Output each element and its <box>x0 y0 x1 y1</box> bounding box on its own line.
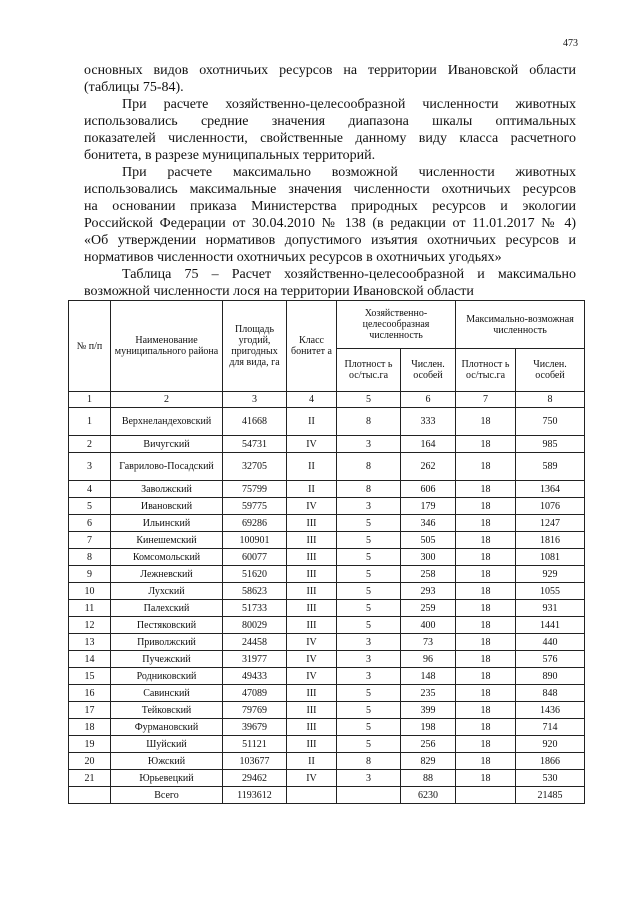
table-cell: 333 <box>401 408 456 436</box>
table-cell: 8 <box>337 453 401 481</box>
table-cell: 1866 <box>516 753 585 770</box>
table-cell: 5 <box>337 685 401 702</box>
total-row <box>69 787 585 804</box>
text-line: использовались максимальные значения численности охотничьих ресурсов <box>84 182 576 197</box>
text-line: возможной численности лося на территории Ивановской области <box>84 284 474 299</box>
table-cell: 8 <box>337 753 401 770</box>
table-cell: 10 <box>69 583 111 600</box>
table-cell: 18 <box>456 600 516 617</box>
table-cell: 69286 <box>223 515 287 532</box>
table-cell: 15 <box>69 668 111 685</box>
table-cell: 848 <box>516 685 585 702</box>
table-cell: Заволжский <box>111 481 223 498</box>
table-cell: III <box>287 617 337 634</box>
header-num: № п/п <box>69 301 111 392</box>
table-cell: 1081 <box>516 549 585 566</box>
table-cell: 985 <box>516 436 585 453</box>
table-cell: 51733 <box>223 600 287 617</box>
table-cell: Фурмановский <box>111 719 223 736</box>
table-cell: III <box>287 736 337 753</box>
table-row <box>69 436 585 453</box>
table-cell: IV <box>287 498 337 515</box>
table-cell: 73 <box>401 634 456 651</box>
table-cell: 21 <box>69 770 111 787</box>
table-cell: 12 <box>69 617 111 634</box>
text-line: При расчете хозяйственно-целесообразной численности животных <box>122 97 576 112</box>
table-row <box>69 770 585 787</box>
table-cell: Ильинский <box>111 515 223 532</box>
header-maximum: Максимально-возможная численность <box>456 301 585 349</box>
table-row <box>69 583 585 600</box>
table-cell: 5 <box>337 600 401 617</box>
table-cell: III <box>287 549 337 566</box>
table-cell: 29462 <box>223 770 287 787</box>
table-cell: III <box>287 600 337 617</box>
table-cell: 890 <box>516 668 585 685</box>
table-cell: 714 <box>516 719 585 736</box>
text-line: При расчете максимально возможной численности животных <box>122 165 576 180</box>
table-cell: II <box>287 753 337 770</box>
table-row <box>69 702 585 719</box>
table-cell: 931 <box>516 600 585 617</box>
table-cell: Савинский <box>111 685 223 702</box>
table-cell: IV <box>287 770 337 787</box>
table-cell: 5 <box>337 566 401 583</box>
table-cell: 47089 <box>223 685 287 702</box>
table-cell: Лухский <box>111 583 223 600</box>
table-cell: Пучежский <box>111 651 223 668</box>
table-cell: 1364 <box>516 481 585 498</box>
table-cell: 530 <box>516 770 585 787</box>
total-label: Всего <box>111 787 223 804</box>
table-cell: 5 <box>337 583 401 600</box>
table-cell: IV <box>287 634 337 651</box>
table-cell: III <box>287 719 337 736</box>
table-cell: Вичугский <box>111 436 223 453</box>
table-cell: III <box>287 583 337 600</box>
table-cell: 103677 <box>223 753 287 770</box>
table-cell: 18 <box>456 453 516 481</box>
table-cell <box>337 787 401 804</box>
table-row <box>69 651 585 668</box>
table-row <box>69 736 585 753</box>
table-cell: 5 <box>337 736 401 753</box>
table-row <box>69 408 585 436</box>
table-cell: 18 <box>456 736 516 753</box>
header-economic-density: Плотност ь ос/тыс.га <box>337 349 401 392</box>
table-cell: 5 <box>337 719 401 736</box>
page-number: 473 <box>563 38 578 49</box>
table-cell: Кинешемский <box>111 532 223 549</box>
table-cell: 5 <box>337 515 401 532</box>
table-row <box>69 753 585 770</box>
table-cell: 1247 <box>516 515 585 532</box>
table-cell: 96 <box>401 651 456 668</box>
paragraph-economic-method <box>84 96 576 164</box>
header-maximum-count: Числен. особей <box>516 349 585 392</box>
table-cell: 589 <box>516 453 585 481</box>
table-cell: 256 <box>401 736 456 753</box>
table-cell: 18 <box>456 549 516 566</box>
total-maximum-count: 21485 <box>516 787 585 804</box>
table-cell: 606 <box>401 481 456 498</box>
table-cell: 2 <box>111 392 223 408</box>
table-caption <box>84 266 576 300</box>
table-cell: 3 <box>337 436 401 453</box>
table-cell: 8 <box>69 549 111 566</box>
table-cell: 18 <box>456 498 516 515</box>
table-cell: 18 <box>456 651 516 668</box>
table-row <box>69 515 585 532</box>
table-cell: 829 <box>401 753 456 770</box>
table-cell <box>287 787 337 804</box>
table-cell: 5 <box>337 549 401 566</box>
text-line: бонитета, в разрезе муниципальных территорий. <box>84 148 376 163</box>
table-cell: 18 <box>456 481 516 498</box>
header-bonitet: Класс бонитет а <box>287 301 337 392</box>
table-cell: 262 <box>401 453 456 481</box>
table-cell: 148 <box>401 668 456 685</box>
table-cell: 18 <box>69 719 111 736</box>
table-cell: 235 <box>401 685 456 702</box>
table-cell: IV <box>287 651 337 668</box>
table-cell: Гаврилово-Посадский <box>111 453 223 481</box>
table-cell: 39679 <box>223 719 287 736</box>
table-cell: 576 <box>516 651 585 668</box>
table-cell: III <box>287 685 337 702</box>
table-cell: Ивановский <box>111 498 223 515</box>
table-cell: Верхнеландеховский <box>111 408 223 436</box>
table-cell: 3 <box>337 498 401 515</box>
table-cell: Юрьевецкий <box>111 770 223 787</box>
header-economic-count: Числен. особей <box>401 349 456 392</box>
table-cell: 3 <box>69 453 111 481</box>
table-row <box>69 532 585 549</box>
table-cell: 8 <box>337 481 401 498</box>
table-cell: 1055 <box>516 583 585 600</box>
text-line: показателей численности, свойственные данному виду класса расчетного <box>84 131 576 146</box>
table-row <box>69 453 585 481</box>
table-cell: II <box>287 453 337 481</box>
table-cell: II <box>287 408 337 436</box>
header-district: Наименование муниципального района <box>111 301 223 392</box>
table-row <box>69 634 585 651</box>
text-line: на основании приказа Министерства природных ресурсов и экологии <box>84 199 576 214</box>
table-cell: 6 <box>401 392 456 408</box>
text-line: Таблица 75 – Расчет хозяйственно-целесообразной и максимально <box>122 267 576 282</box>
table-cell: 3 <box>337 668 401 685</box>
table-cell: 7 <box>69 532 111 549</box>
table-cell: 18 <box>456 408 516 436</box>
table-cell: 31977 <box>223 651 287 668</box>
table-cell: IV <box>287 668 337 685</box>
table-cell: 17 <box>69 702 111 719</box>
table-cell: 5 <box>337 532 401 549</box>
table-cell: 51121 <box>223 736 287 753</box>
table-cell: 4 <box>69 481 111 498</box>
table-cell: 929 <box>516 566 585 583</box>
table-cell: 179 <box>401 498 456 515</box>
table-cell: Палехский <box>111 600 223 617</box>
table-cell: 18 <box>456 668 516 685</box>
table-cell: 18 <box>456 702 516 719</box>
table-cell: 258 <box>401 566 456 583</box>
table-cell: 1441 <box>516 617 585 634</box>
table-cell: 4 <box>287 392 337 408</box>
table-row <box>69 566 585 583</box>
text-line: нормативов численности охотничьих ресурсов в охотничьих угодьях» <box>84 250 502 265</box>
table-cell: 440 <box>516 634 585 651</box>
table-cell: 2 <box>69 436 111 453</box>
table-cell: III <box>287 702 337 719</box>
text-line: использовались средние значения диапазона шкалы оптимальных <box>84 114 576 129</box>
table-row <box>69 685 585 702</box>
column-index-row <box>69 392 585 408</box>
table-cell: 18 <box>456 719 516 736</box>
table-cell: 293 <box>401 583 456 600</box>
table-row <box>69 498 585 515</box>
table-cell: IV <box>287 436 337 453</box>
table-row <box>69 481 585 498</box>
table-cell: Комсомольский <box>111 549 223 566</box>
header-economic: Хозяйственно-целесообразная численность <box>337 301 456 349</box>
table-cell: 164 <box>401 436 456 453</box>
table-cell: 51620 <box>223 566 287 583</box>
table-cell: 1 <box>69 392 111 408</box>
text-line: (таблицы 75-84). <box>84 80 184 95</box>
table-cell: 1816 <box>516 532 585 549</box>
table-cell: 32705 <box>223 453 287 481</box>
table-cell: 1 <box>69 408 111 436</box>
table-cell: 5 <box>337 702 401 719</box>
table-cell: 7 <box>456 392 516 408</box>
table-cell: Тейковский <box>111 702 223 719</box>
table-cell: III <box>287 566 337 583</box>
text-line: основных видов охотничьих ресурсов на территории Ивановской области <box>84 63 576 78</box>
table-cell: 54731 <box>223 436 287 453</box>
table-cell: 346 <box>401 515 456 532</box>
table-cell: 41668 <box>223 408 287 436</box>
table-cell: 1436 <box>516 702 585 719</box>
table-cell: Приволжский <box>111 634 223 651</box>
table-cell: II <box>287 481 337 498</box>
table-row <box>69 617 585 634</box>
total-economic-count: 6230 <box>401 787 456 804</box>
table-row <box>69 668 585 685</box>
table-cell: 19 <box>69 736 111 753</box>
paragraph-maximum-method <box>84 164 576 266</box>
table-cell: 1076 <box>516 498 585 515</box>
table-cell: 80029 <box>223 617 287 634</box>
table-cell: Южский <box>111 753 223 770</box>
table-cell: 18 <box>456 532 516 549</box>
table-row <box>69 600 585 617</box>
moose-population-table <box>68 300 585 804</box>
table-cell: 9 <box>69 566 111 583</box>
table-cell: 18 <box>456 583 516 600</box>
table-cell: 18 <box>456 617 516 634</box>
table-cell: 3 <box>337 651 401 668</box>
table-row <box>69 719 585 736</box>
table-cell: 399 <box>401 702 456 719</box>
table-cell: 100901 <box>223 532 287 549</box>
table-cell: 300 <box>401 549 456 566</box>
table-cell: 5 <box>337 392 401 408</box>
table-cell: 3 <box>337 770 401 787</box>
table-cell <box>456 787 516 804</box>
table-cell: 920 <box>516 736 585 753</box>
table-cell: 18 <box>456 566 516 583</box>
table-cell: 75799 <box>223 481 287 498</box>
table-cell: 49433 <box>223 668 287 685</box>
table-cell <box>69 787 111 804</box>
table-cell: Лежневский <box>111 566 223 583</box>
table-cell: 3 <box>337 634 401 651</box>
table-cell: 259 <box>401 600 456 617</box>
total-area: 1193612 <box>223 787 287 804</box>
table-cell: 750 <box>516 408 585 436</box>
table-cell: 198 <box>401 719 456 736</box>
text-line: Российской Федерации от 30.04.2010 № 138 (в редакции от 11.01.2017 № 4) <box>84 216 576 231</box>
text-line: «Об утверждении нормативов допустимого изъятия охотничьих ресурсов и <box>84 233 576 248</box>
table-cell: 58623 <box>223 583 287 600</box>
table-cell: 20 <box>69 753 111 770</box>
table-cell: 60077 <box>223 549 287 566</box>
table-row <box>69 549 585 566</box>
table-cell: 18 <box>456 770 516 787</box>
table-cell: 18 <box>456 515 516 532</box>
table-cell: 13 <box>69 634 111 651</box>
table-cell: 18 <box>456 753 516 770</box>
table-cell: 59775 <box>223 498 287 515</box>
table-cell: 505 <box>401 532 456 549</box>
table-cell: III <box>287 515 337 532</box>
table-cell: 11 <box>69 600 111 617</box>
header-area: Площадь угодий, пригодных для вида, га <box>223 301 287 392</box>
table-cell: 6 <box>69 515 111 532</box>
table-cell: III <box>287 532 337 549</box>
table-cell: 18 <box>456 685 516 702</box>
table-cell: 18 <box>456 634 516 651</box>
table-cell: 79769 <box>223 702 287 719</box>
table-cell: 5 <box>69 498 111 515</box>
table-cell: 400 <box>401 617 456 634</box>
table-cell: 3 <box>223 392 287 408</box>
table-cell: 16 <box>69 685 111 702</box>
table-cell: Родниковский <box>111 668 223 685</box>
table-cell: Пестяковский <box>111 617 223 634</box>
paragraph-intro <box>84 62 576 96</box>
table-cell: 88 <box>401 770 456 787</box>
header-maximum-density: Плотност ь ос/тыс.га <box>456 349 516 392</box>
table-cell: 5 <box>337 617 401 634</box>
table-cell: 18 <box>456 436 516 453</box>
table-cell: 8 <box>516 392 585 408</box>
table-cell: 24458 <box>223 634 287 651</box>
table-cell: 14 <box>69 651 111 668</box>
table-cell: Шуйский <box>111 736 223 753</box>
table-cell: 8 <box>337 408 401 436</box>
